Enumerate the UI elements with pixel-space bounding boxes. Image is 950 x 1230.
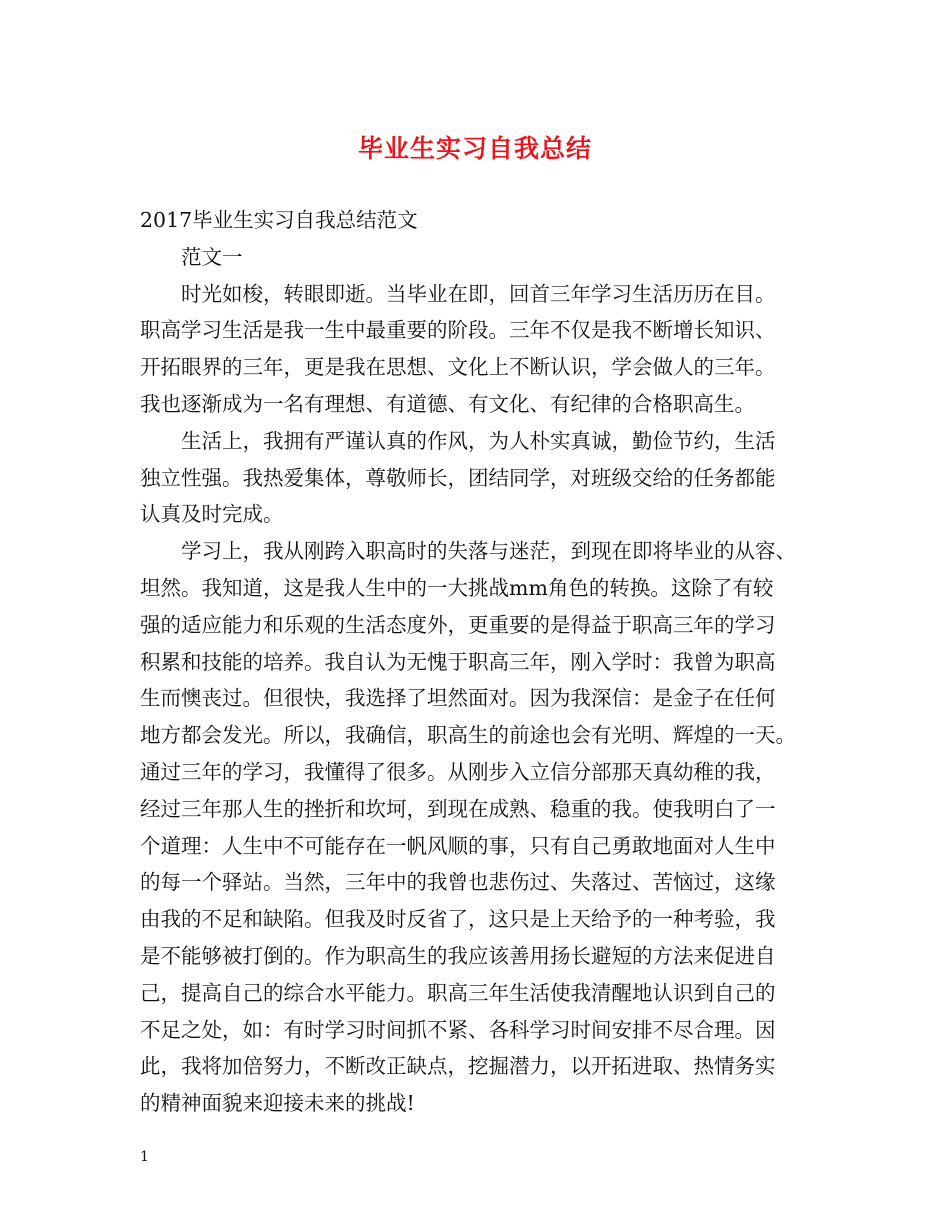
paragraph-line: 生而懊丧过。但很快，我选择了坦然面对。因为我深信：是金子在任何 xyxy=(140,686,776,711)
paragraph-1 xyxy=(140,276,835,423)
paragraph-line: 学习上，我从刚跨入职高时的失落与迷茫，到现在即将毕业的从容、 xyxy=(181,539,796,564)
paragraph-3 xyxy=(140,533,835,1122)
paragraph-line: 不足之处，如：有时学习时间抓不紧、各科学习时间安排不尽合理。因 xyxy=(140,1017,776,1042)
document-subtitle: 2017毕业生实习自我总结范文 xyxy=(140,208,418,232)
paragraph-line: 个道理：人生中不可能存在一帆风顺的事，只有自己勇敢地面对人生中 xyxy=(140,833,776,858)
paragraph-line: 通过三年的学习，我懂得了很多。从刚步入立信分部那天真幼稚的我， xyxy=(140,759,776,784)
paragraph-line: 认真及时完成。 xyxy=(140,502,284,527)
paragraph-line: 开拓眼界的三年，更是我在思想、文化上不断认识，学会做人的三年。 xyxy=(140,355,776,380)
paragraph-line: 我也逐渐成为一名有理想、有道德、有文化、有纪律的合格职高生。 xyxy=(140,391,755,416)
paragraph-2 xyxy=(140,423,835,533)
paragraph-line: 强的适应能力和乐观的生活态度外，更重要的是得益于职高三年的学习 xyxy=(140,612,776,637)
paragraph-line: 由我的不足和缺陷。但我及时反省了，这只是上天给予的一种考验，我 xyxy=(140,907,776,932)
paragraph-line: 积累和技能的培养。我自认为无愧于职高三年，刚入学时：我曾为职高 xyxy=(140,649,776,674)
section-label: 范文一 xyxy=(181,244,243,269)
page-number: 1 xyxy=(140,1149,149,1165)
paragraph-line: 职高学习生活是我一生中最重要的阶段。三年不仅是我不断增长知识、 xyxy=(140,318,776,343)
paragraph-line: 是不能够被打倒的。作为职高生的我应该善用扬长避短的方法来促进自 xyxy=(140,943,776,968)
document-body xyxy=(140,202,835,1122)
document-title: 毕业生实习自我总结 xyxy=(357,134,592,163)
paragraph-line: 生活上，我拥有严谨认真的作风，为人朴实真诚，勤俭节约，生活 xyxy=(181,428,776,453)
paragraph-line: 独立性强。我热爱集体，尊敬师长，团结同学，对班级交给的任务都能 xyxy=(140,465,776,490)
paragraph-line: 经过三年那人生的挫折和坎坷，到现在成熟、稳重的我。使我明白了一 xyxy=(140,796,776,821)
paragraph-line: 己，提高自己的综合水平能力。职高三年生活使我清醒地认识到自己的 xyxy=(140,980,776,1005)
paragraph-line: 坦然。我知道，这是我人生中的一大挑战mm角色的转换。这除了有较 xyxy=(140,575,774,600)
paragraph-line: 地方都会发光。所以，我确信，职高生的前途也会有光明、辉煌的一天。 xyxy=(140,723,796,748)
paragraph-line: 的精神面貌来迎接未来的挑战! xyxy=(140,1091,415,1116)
paragraph-line: 的每一个驿站。当然，三年中的我曾也悲伤过、失落过、苦恼过，这缘 xyxy=(140,870,776,895)
paragraph-line: 时光如梭，转眼即逝。当毕业在即，回首三年学习生活历历在目。 xyxy=(181,281,776,306)
paragraph-line: 此，我将加倍努力，不断改正缺点，挖掘潜力，以开拓进取、热情务实 xyxy=(140,1054,776,1079)
